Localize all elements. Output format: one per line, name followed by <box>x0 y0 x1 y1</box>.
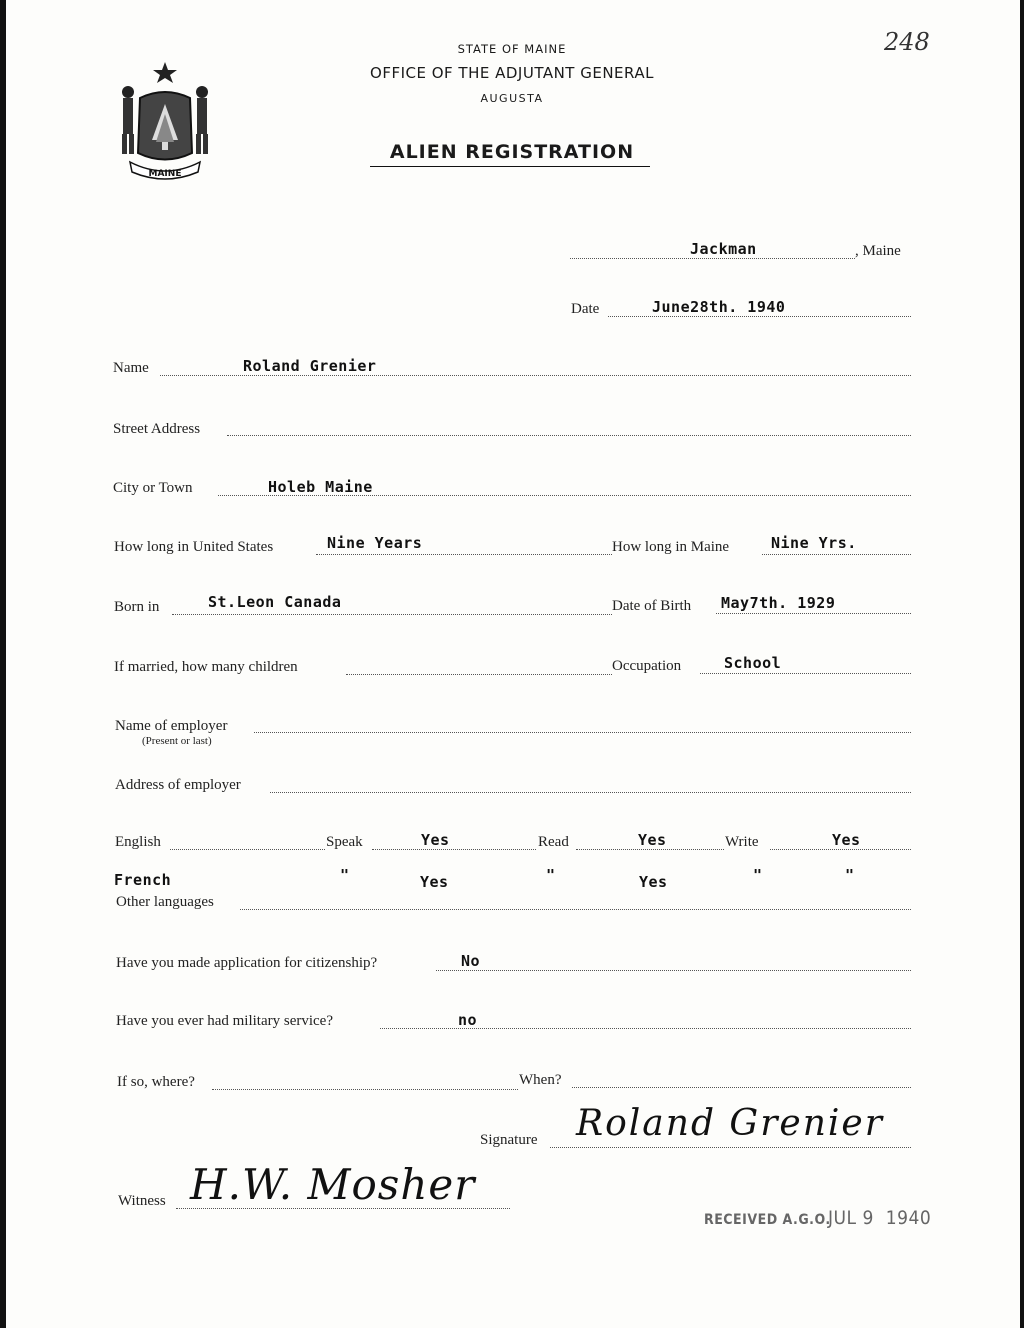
english-label: English <box>115 834 161 850</box>
town-value: Jackman <box>690 240 757 258</box>
state-seal-icon <box>110 58 220 183</box>
date-value: June28th. 1940 <box>652 298 786 316</box>
signature-label: Signature <box>480 1132 538 1148</box>
maine-duration-value: Nine Yrs. <box>771 534 857 552</box>
us-duration-value: Nine Years <box>327 534 423 552</box>
speak-label: Speak <box>326 834 363 850</box>
citizenship-value: No <box>461 952 481 970</box>
city-value: Holeb Maine <box>268 478 373 496</box>
other-speak-value: Yes <box>420 873 449 891</box>
military-value: no <box>458 1011 478 1029</box>
dob-value: May7th. 1929 <box>721 594 836 612</box>
street-label: Street Address <box>113 421 201 437</box>
born-in-value: St.Leon Canada <box>208 593 342 611</box>
where-label: If so, where? <box>117 1074 195 1090</box>
occupation-label: Occupation <box>612 658 682 674</box>
signature-value: Roland Grenier <box>576 1103 884 1144</box>
header-state: STATE OF MAINE <box>457 42 567 56</box>
header-office: OFFICE OF THE ADJUTANT GENERAL <box>370 64 654 82</box>
dob-label: Date of Birth <box>612 598 692 614</box>
other-read-value: Yes <box>639 873 668 891</box>
when-label: When? <box>519 1072 562 1088</box>
maine-duration-label: How long in Maine <box>612 539 730 555</box>
military-label: Have you ever had military service? <box>116 1013 333 1029</box>
page-number: 248 <box>884 28 930 56</box>
ditto-mark-2: " <box>546 866 556 884</box>
born-in-label: Born in <box>114 599 160 615</box>
english-read-value: Yes <box>638 831 667 849</box>
occupation-value: School <box>724 654 782 672</box>
witness-label: Witness <box>118 1193 166 1209</box>
received-stamp-date: JUL 9 1940 <box>828 1207 932 1229</box>
form-title: ALIEN REGISTRATION <box>389 141 635 163</box>
other-language-value: French <box>114 871 172 889</box>
english-write-value: Yes <box>832 831 861 849</box>
employer-address-label: Address of employer <box>115 777 241 793</box>
title-underline <box>370 166 650 167</box>
ditto-mark-1: " <box>340 866 350 884</box>
write-label: Write <box>725 834 759 850</box>
city-label: City or Town <box>113 480 193 496</box>
read-label: Read <box>538 834 569 850</box>
employer-sublabel: (Present or last) <box>142 735 212 747</box>
received-stamp: RECEIVED A.G.O. <box>704 1212 831 1228</box>
ditto-mark-3: " <box>753 866 763 884</box>
state-label: , Maine <box>855 243 901 259</box>
employer-label: Name of employer <box>115 718 228 734</box>
name-value: Roland Grenier <box>243 357 377 375</box>
english-speak-value: Yes <box>421 831 450 849</box>
citizenship-label: Have you made application for citizenship? <box>116 955 378 971</box>
witness-signature: H.W. Mosher <box>190 1160 476 1209</box>
date-label: Date <box>571 301 600 317</box>
name-label: Name <box>113 360 149 376</box>
ditto-mark-4: " <box>845 866 855 884</box>
us-duration-label: How long in United States <box>114 539 274 555</box>
other-languages-label: Other languages <box>116 894 214 910</box>
children-label: If married, how many children <box>114 659 298 675</box>
svg-text:MAINE: MAINE <box>148 169 182 179</box>
header-city: AUGUSTA <box>480 92 544 105</box>
